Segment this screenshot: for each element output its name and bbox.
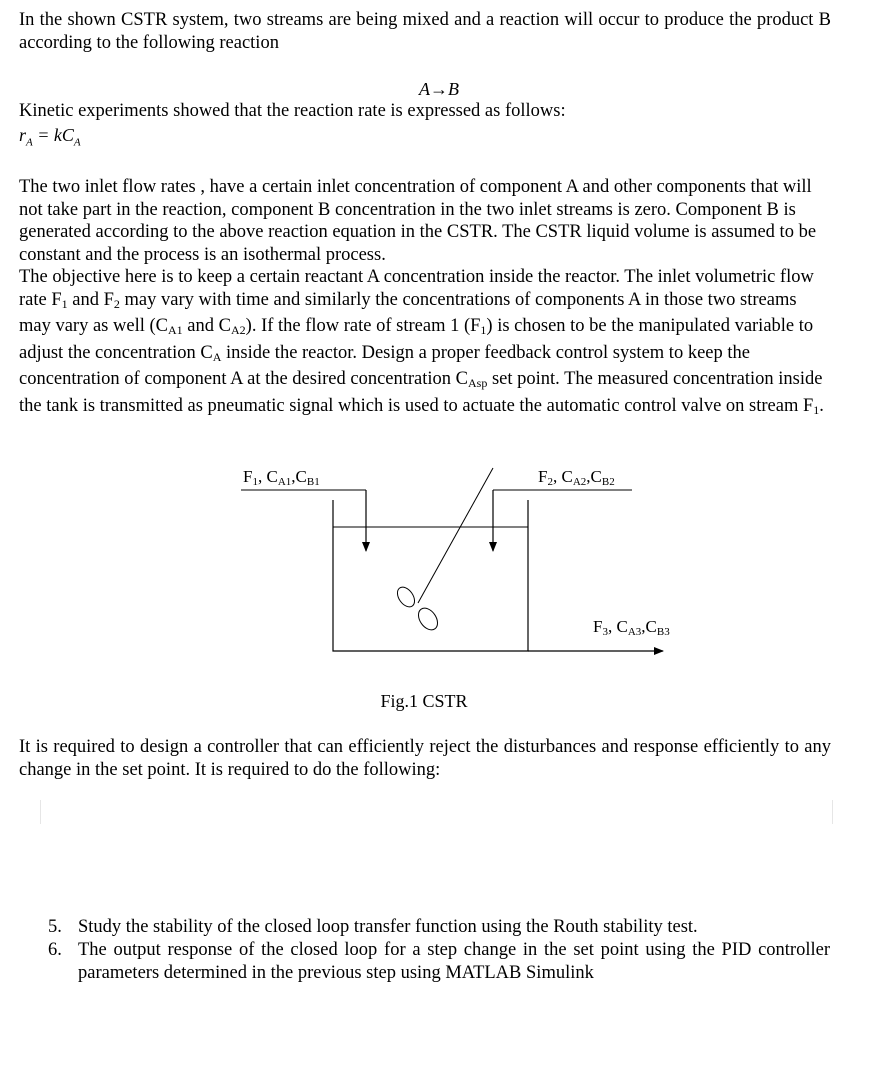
stream-1-label — [243, 467, 320, 488]
rate-equation — [19, 125, 81, 149]
svg-text:F2, CA2,CB2: F2, CA2,CB2 — [538, 467, 615, 488]
svg-text:F3, CA3,CB3: F3, CA3,CB3 — [593, 617, 670, 638]
stream-2-label — [538, 467, 615, 488]
kinetics-paragraph: Kinetic experiments showed that the reaction rate is expressed as follows: — [19, 101, 566, 121]
right-faint-mark — [832, 800, 833, 824]
requirement-paragraph: It is required to design a controller that can efficiently reject the disturbances and response efficiently to any change in the set point. It is required to do the following: — [19, 737, 831, 780]
task-number: 5. — [48, 917, 62, 937]
cstr-diagram — [0, 455, 878, 675]
agitator-blade-upper — [394, 584, 418, 610]
inlets-paragraph: The two inlet flow rates , have a certain inlet concentration of component A and other components that will not take part in the reaction, component B concentration in the two inlet streams is zero. Component B is generated according to the above reaction equation in the CSTR. The CSTR liquid volume is assumed to be constant and the process is an isothermal process. — [19, 177, 817, 265]
intro-paragraph: In the shown CSTR system, two streams are being mixed and a reaction will occur to produce the product B according to the following reaction — [19, 10, 831, 53]
svg-text:F1, CA1,CB1: F1, CA1,CB1 — [243, 467, 320, 488]
reaction-equation: A→B — [419, 79, 459, 99]
agitator-blade-lower — [415, 605, 442, 634]
task-number: 6. — [48, 940, 62, 960]
rate-lhs: r — [19, 125, 27, 145]
stream-3-label — [593, 617, 670, 638]
objective-paragraph: The objective here is to keep a certain reactant A concentration inside the reactor. The inlet volumetric flow rate $F_1$ and $F_2$ may vary with time and similarly the concentrations of components A in those two streams may vary as well ($C_{A1}$ and $C_{A2}$). If the flow rate of stream 1 $(F_1)$ is chosen to be the manipulated variable to adjust the concentration $C_A$ inside the reactor. Design a proper feedback control system to keep the concentration of component A at the desired concentration $C_{Asp}$ set point. The measured concentration inside the tank is transmitted as pneumatic signal which is used to actuate the automatic control valve on stream $F_1$. — [19, 267, 824, 417]
figure-caption: Fig.1 CSTR — [380, 691, 468, 711]
left-faint-mark — [40, 800, 41, 824]
rate-rhs-subscript: A — [73, 136, 81, 149]
rate-lhs-subscript: A — [26, 136, 33, 149]
task-text: Study the stability of the closed loop transfer function using the Routh stability test. — [78, 917, 698, 937]
reactor-vessel — [333, 500, 528, 651]
agitator-shaft — [418, 468, 493, 603]
task-text: The output response of the closed loop for a step change in the set point using the PID controller parameters determined in the previous step using MATLAB Simulink — [78, 940, 830, 983]
rate-rhs: = kC — [32, 125, 74, 145]
